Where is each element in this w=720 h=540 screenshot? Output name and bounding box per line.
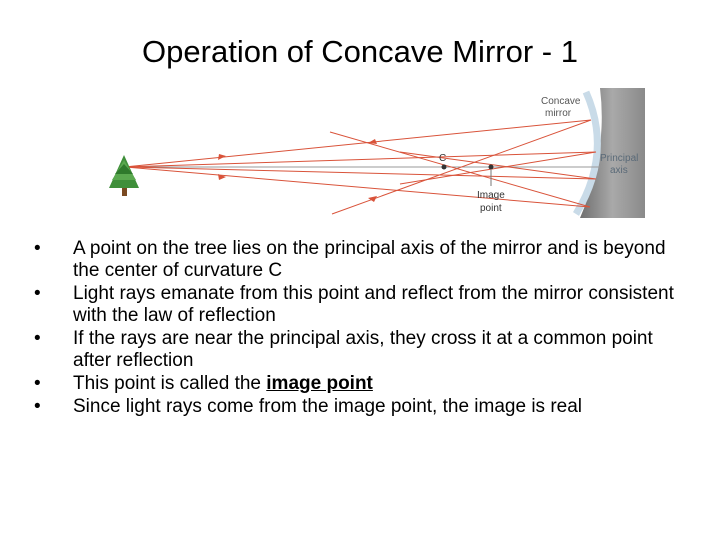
bullet-item: • Light rays emanate from this point and reflect from the mirror consistent with the law of reflection (34, 283, 694, 327)
image-label-line1: Image (477, 190, 505, 201)
bullet-list (34, 238, 694, 419)
reflected-ray-mid-upper (400, 152, 596, 184)
center-label: C (439, 153, 447, 164)
image-point-term: image point (266, 373, 373, 394)
image-label-line2: point (480, 203, 502, 214)
bullet-item: • If the rays are near the principal axis, they cross it at a common point after reflection (34, 328, 694, 372)
mirror-label-line2: mirror (545, 108, 572, 119)
mirror-label-line1: Concave (541, 96, 581, 107)
concave-mirror-diagram (100, 84, 645, 224)
bullet-item: • A point on the tree lies on the principal axis of the mirror and is beyond the center of curvature C (34, 238, 694, 282)
image-point-dot (489, 165, 494, 170)
bullet-text: This point is called the (73, 373, 267, 394)
tree-icon (109, 155, 139, 196)
center-of-curvature-point (442, 165, 447, 170)
slide-title: Operation of Concave Mirror - 1 (142, 34, 578, 69)
bullet-item: • Since light rays come from the image point, the image is real (34, 396, 694, 418)
bullet-item (34, 373, 694, 395)
ray-arrowhead (368, 196, 377, 202)
axis-label-line2: axis (610, 165, 628, 176)
axis-label-line1: Principal (600, 153, 639, 164)
diagram-svg (100, 84, 645, 224)
